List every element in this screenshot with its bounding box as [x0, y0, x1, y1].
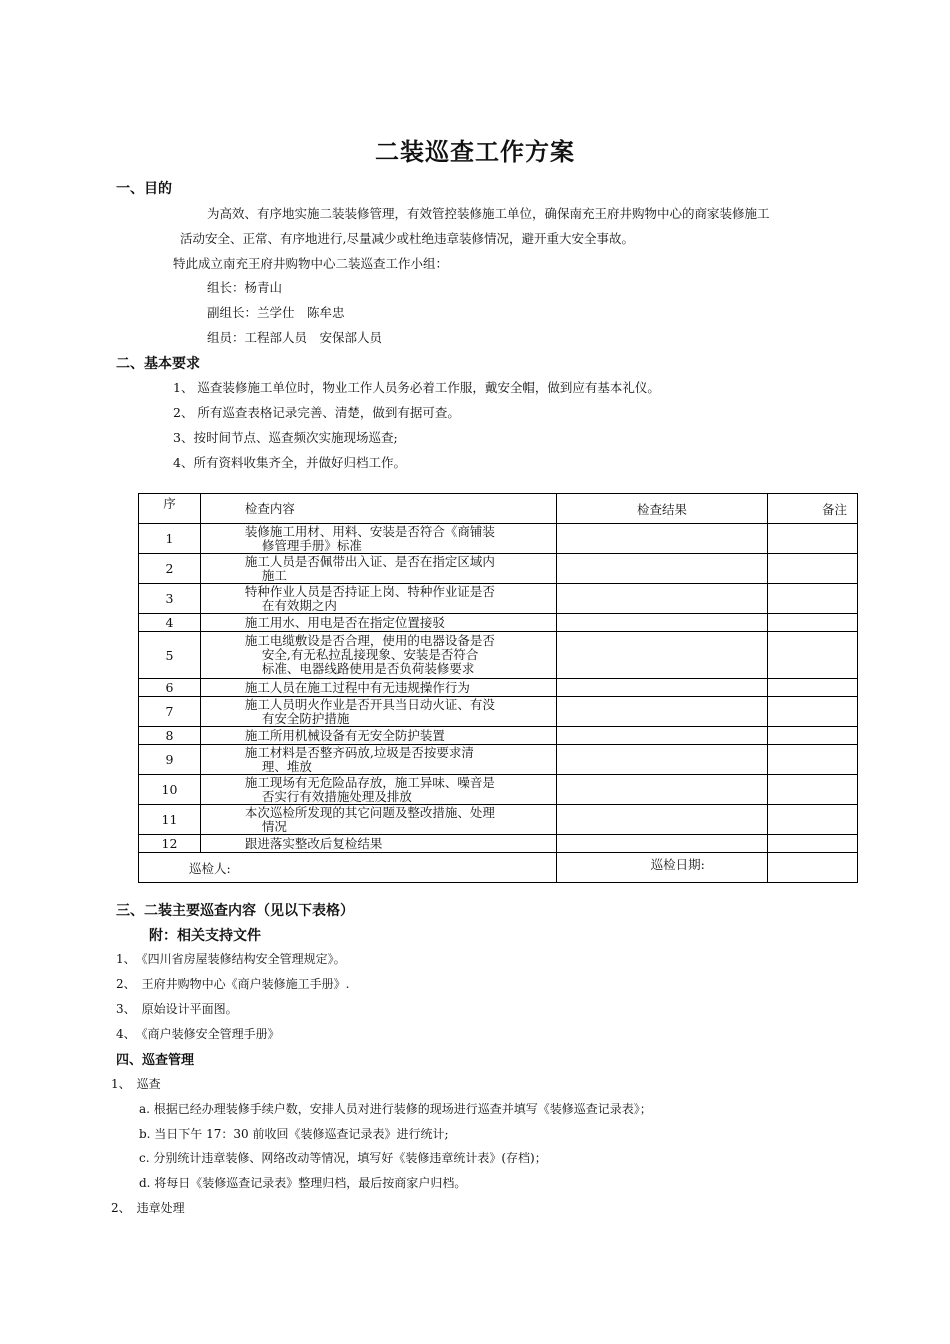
- row-number: 12: [139, 835, 201, 853]
- row-content-line: 特种作业人员是否持证上岗、特种作业证是否: [244, 583, 495, 599]
- section-1-heading: 一、目的: [116, 181, 172, 197]
- requirement-item: 3、按时间节点、巡查频次实施现场巡查;: [173, 430, 398, 445]
- support-document: 1、 《四川省房屋装修结构安全管理规定》。: [116, 952, 346, 966]
- header-note: 备注: [768, 494, 858, 524]
- management-subitem: d. 将每日《装修巡查记录表》整理归档，最后按商家户归档。: [139, 1176, 467, 1190]
- row-content-line: 本次巡检所发现的其它问题及整改措施、处理: [244, 804, 495, 820]
- table-row: [139, 524, 858, 554]
- signature-row: [139, 853, 858, 883]
- row-content: [200, 745, 556, 775]
- row-number: 2: [139, 554, 201, 584]
- table-row: [139, 805, 858, 835]
- requirement-item: 2、 所有巡查表格记录完善、清楚，做到有据可查。: [173, 405, 460, 420]
- note-cell[interactable]: [768, 745, 858, 775]
- requirement-item: 4、所有资料收集齐全，并做好归档工作。: [173, 455, 406, 470]
- row-content: [200, 632, 556, 679]
- note-cell[interactable]: [768, 697, 858, 727]
- team-members: 组员：工程部人员 安保部人员: [207, 330, 383, 345]
- support-document: 4、 《商户装修安全管理手册》: [116, 1027, 280, 1041]
- row-content-line: 装修施工用材、用料、安装是否符合《商铺装: [244, 523, 495, 539]
- result-cell[interactable]: [556, 554, 768, 584]
- result-cell[interactable]: [556, 697, 768, 727]
- row-content: [200, 775, 556, 805]
- table-row: [139, 584, 858, 614]
- note-cell[interactable]: [768, 805, 858, 835]
- management-item-1: 1、 巡查: [111, 1077, 161, 1091]
- header-result: 检查结果: [556, 494, 768, 524]
- result-cell[interactable]: [556, 727, 768, 745]
- note-cell[interactable]: [768, 775, 858, 805]
- row-content-line: 安全,有无私拉乱接现象、安装是否符合: [261, 647, 479, 662]
- row-number: 10: [139, 775, 201, 805]
- inspection-date-label: 巡检日期:: [556, 853, 768, 883]
- row-content: [200, 554, 556, 584]
- result-cell[interactable]: [556, 835, 768, 853]
- table-row: [139, 745, 858, 775]
- table-row: [139, 697, 858, 727]
- management-subitem: a. 根据已经办理装修手续户数，安排人员对进行装修的现场进行巡查并填写《装修巡查记录表》；: [139, 1102, 652, 1116]
- row-content-line: 有安全防护措施: [261, 710, 350, 726]
- row-content-line: 情况: [261, 818, 287, 834]
- row-content-line: 施工现场有无危险品存放，施工异味、噪音是: [244, 774, 495, 790]
- table-header-row: [139, 494, 858, 524]
- row-content: 施工用水、用电是否在指定位置接驳: [200, 614, 556, 632]
- header-number: 序: [139, 494, 201, 524]
- row-content-line: 修管理手册》标准: [261, 537, 362, 553]
- table-row: [139, 727, 858, 745]
- section-3-subheading: 附：相关支持文件: [149, 928, 261, 944]
- row-content: 施工人员在施工过程中有无违规操作行为: [200, 679, 556, 697]
- table-row: [139, 554, 858, 584]
- note-cell[interactable]: [768, 679, 858, 697]
- management-subitem: c. 分别统计违章装修、网络改动等情况，填写好《装修违章统计表》(存档)；: [139, 1151, 547, 1165]
- result-cell[interactable]: [556, 775, 768, 805]
- row-number: 8: [139, 727, 201, 745]
- section-1-para-2: 活动安全、正常、有序地进行,尽量减少或杜绝违章装修情况，避开重大安全事故。: [180, 231, 634, 246]
- management-item-2: 2、 违章处理: [111, 1201, 185, 1215]
- row-number: 7: [139, 697, 201, 727]
- row-content-line: 施工材料是否整齐码放,垃圾是否按要求清: [244, 744, 474, 760]
- result-cell[interactable]: [556, 614, 768, 632]
- row-content-line: 施工: [261, 567, 287, 583]
- note-cell[interactable]: [768, 632, 858, 679]
- row-number: 9: [139, 745, 201, 775]
- row-number: 6: [139, 679, 201, 697]
- row-content-line: 施工电缆敷设是否合理，使用的电器设备是否: [244, 633, 495, 648]
- date-value-cell[interactable]: [768, 853, 858, 883]
- row-content: [200, 697, 556, 727]
- section-4-heading: 四、巡查管理: [116, 1053, 195, 1068]
- section-2-heading: 二、基本要求: [116, 356, 200, 372]
- row-content-line: 施工人员是否佩带出入证、是否在指定区域内: [244, 553, 495, 569]
- row-number: 3: [139, 584, 201, 614]
- row-number: 4: [139, 614, 201, 632]
- support-document: 2、 王府井购物中心《商户装修施工手册》.: [116, 977, 350, 991]
- result-cell[interactable]: [556, 805, 768, 835]
- result-cell[interactable]: [556, 524, 768, 554]
- row-content: [200, 584, 556, 614]
- row-number: 1: [139, 524, 201, 554]
- note-cell[interactable]: [768, 614, 858, 632]
- result-cell[interactable]: [556, 679, 768, 697]
- row-content-line: 否实行有效措施处理及排放: [261, 788, 412, 804]
- section-1-para-3: 特此成立南充王府井购物中心二装巡查工作小组：: [173, 256, 449, 271]
- row-content-line: 理、堆放: [261, 758, 312, 774]
- row-content-line: 施工人员明火作业是否开具当日动火证、有没: [244, 696, 495, 712]
- row-number: 5: [139, 632, 201, 679]
- inspection-table: [138, 493, 858, 883]
- row-content-line: 标准、电器线路使用是否负荷装修要求: [261, 661, 475, 676]
- header-content: 检查内容: [200, 494, 556, 524]
- team-leader: 组长：杨青山: [207, 280, 283, 295]
- inspector-label: 巡检人:: [139, 853, 557, 883]
- row-content-line: 在有效期之内: [261, 597, 337, 613]
- section-1-para-1: 为高效、有序地实施二装装修管理，有效管控装修施工单位，确保南充王府井购物中心的商家装修施工: [207, 206, 770, 221]
- table-row: [139, 632, 858, 679]
- team-vice-leader: 副组长：兰学仕 陈牟忠: [207, 305, 345, 320]
- note-cell[interactable]: [768, 727, 858, 745]
- table-row: [139, 775, 858, 805]
- row-content: [200, 805, 556, 835]
- note-cell[interactable]: [768, 524, 858, 554]
- table-row: [139, 679, 858, 697]
- note-cell[interactable]: [768, 554, 858, 584]
- row-content: 施工所用机械设备有无安全防护装置: [200, 727, 556, 745]
- page-title: 二装巡查工作方案: [375, 138, 575, 166]
- support-document: 3、 原始设计平面图。: [116, 1002, 238, 1016]
- table-row: [139, 835, 858, 853]
- row-number: 11: [139, 805, 201, 835]
- row-content: [200, 524, 556, 554]
- result-cell[interactable]: [556, 632, 768, 679]
- table-row: [139, 614, 858, 632]
- result-cell[interactable]: [556, 584, 768, 614]
- row-content: 跟进落实整改后复检结果: [200, 835, 556, 853]
- result-cell[interactable]: [556, 745, 768, 775]
- requirement-item: 1、 巡查装修施工单位时，物业工作人员务必着工作服，戴安全帽，做到应有基本礼仪。: [173, 380, 660, 395]
- note-cell[interactable]: [768, 584, 858, 614]
- management-subitem: b. 当日下午 17：30 前收回《装修巡查记录表》进行统计;: [139, 1127, 449, 1141]
- note-cell[interactable]: [768, 835, 858, 853]
- section-3-heading: 三、二装主要巡查内容（见以下表格）: [116, 903, 354, 919]
